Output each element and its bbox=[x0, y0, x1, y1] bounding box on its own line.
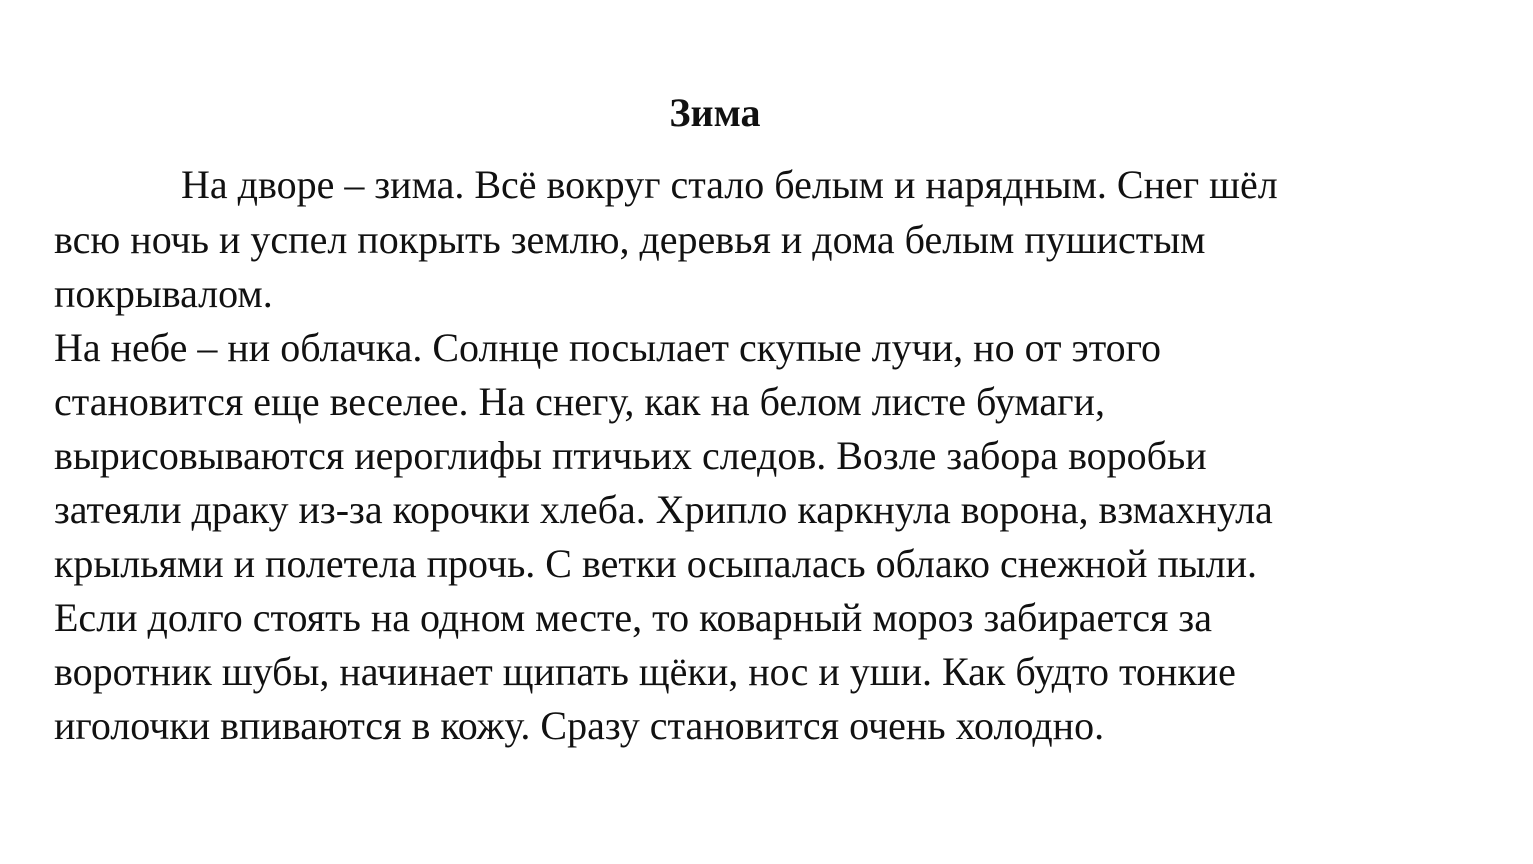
text-line-11: иголочки впиваются в кожу. Сразу становится очень холодно. bbox=[54, 703, 1105, 748]
text-line-9: Если долго стоять на одном месте, то коварный мороз забирается за bbox=[54, 595, 1212, 640]
text-line-7: затеяли драку из-за корочки хлеба. Хрипло каркнула ворона, взмахнула bbox=[54, 487, 1273, 532]
text-line-8: крыльями и полетела прочь. С ветки осыпалась облако снежной пыли. bbox=[54, 541, 1258, 586]
text-line-10: воротник шубы, начинает щипать щёки, нос и уши. Как будто тонкие bbox=[54, 649, 1236, 694]
text-line-3: покрывалом. bbox=[54, 271, 273, 316]
text-line-6: вырисовываются иероглифы птичьих следов. Возле забора воробьи bbox=[54, 433, 1207, 478]
document-title: Зима bbox=[669, 90, 761, 135]
text-line-5: становится еще веселее. На снегу, как на белом листе бумаги, bbox=[54, 379, 1105, 424]
text-line-1: На дворе – зима. Всё вокруг стало белым и нарядным. Снег шёл bbox=[181, 162, 1278, 207]
text-line-2: всю ночь и успел покрыть землю, деревья и дома белым пушистым bbox=[54, 217, 1206, 262]
text-line-4: На небе – ни облачка. Солнце посылает скупые лучи, но от этого bbox=[54, 325, 1162, 370]
